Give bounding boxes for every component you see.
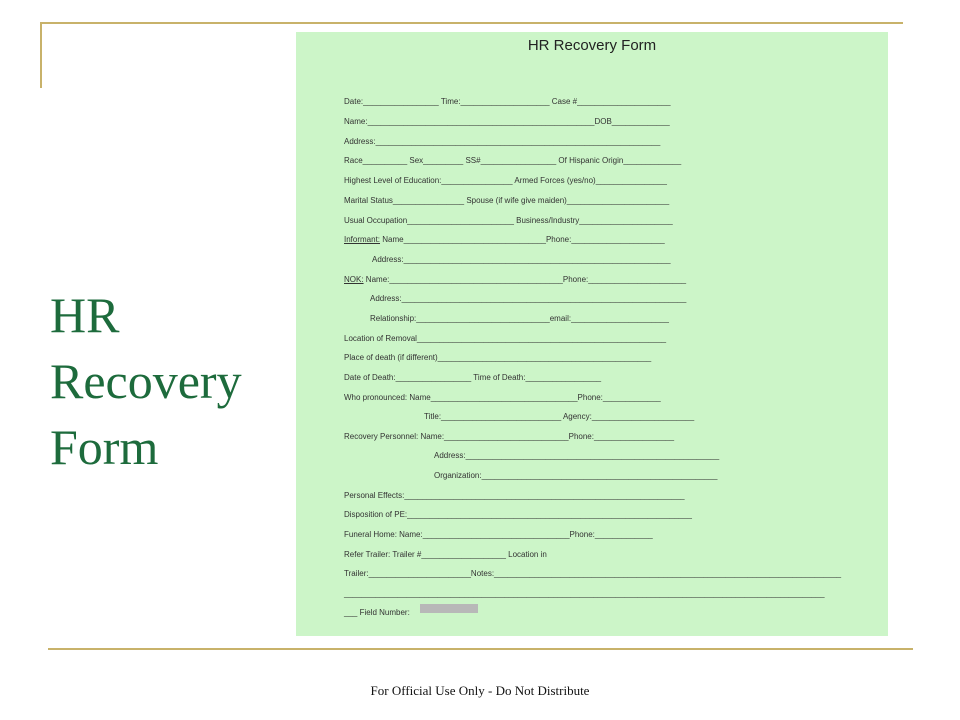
- form-row: Relationship:______________________________email:______________________: [370, 314, 669, 323]
- form-row: Usual Occupation________________________ Business/Industry_____________________: [344, 216, 673, 225]
- form-row-informant: [344, 235, 734, 244]
- slide-title-line: HR: [50, 287, 120, 343]
- frame-bottom-rule: [48, 648, 913, 650]
- form-row: Race__________ Sex_________ SS#_________________ Of Hispanic Origin_____________: [344, 156, 682, 165]
- form-row: Personal Effects:_______________________________________________________________: [344, 491, 685, 500]
- form-row: ____________________________________________________________________________________________________________: [344, 589, 825, 598]
- form-row: Place of death (if different)________________________________________________: [344, 353, 652, 362]
- form-row: Date of Death:_________________ Time of Death:_________________: [344, 373, 602, 382]
- nok-label: NOK:: [344, 275, 364, 284]
- form-row: Who pronounced: Name_________________________________Phone:_____________: [344, 393, 661, 402]
- form-row: ___ Field Number:: [344, 608, 410, 617]
- form-row: Disposition of PE:________________________________________________________________: [344, 510, 692, 519]
- form-row: Title:___________________________ Agency:_______________________: [424, 412, 695, 421]
- frame-top-rule: [40, 22, 903, 24]
- form-row: Date:_________________ Time:____________________ Case #_____________________: [344, 97, 671, 106]
- form-image: [296, 32, 888, 636]
- form-row: Funeral Home: Name:_________________________________Phone:_____________: [344, 530, 653, 539]
- slide-title: [50, 282, 290, 480]
- footer-text: For Official Use Only - Do Not Distribute: [370, 683, 590, 698]
- form-row: Marital Status________________ Spouse (if wife give maiden)_______________________: [344, 196, 670, 205]
- field-number-box: [420, 604, 478, 613]
- form-row: Address:____________________________________________________________: [372, 255, 671, 264]
- form-row: Address:________________________________________________________________: [370, 294, 687, 303]
- form-title: HR Recovery Form: [527, 37, 657, 54]
- slide-title-line: Recovery: [50, 353, 242, 409]
- form-row: Recovery Personnel: Name:____________________________Phone:__________________: [344, 432, 675, 441]
- form-row-nok: [344, 275, 734, 284]
- form-row: Name:___________________________________________________DOB_____________: [344, 117, 670, 126]
- form-row-text: Name________________________________Phone:_____________________: [382, 235, 665, 244]
- form-row: Highest Level of Education:________________ Armed Forces (yes/no)________________: [344, 176, 667, 185]
- informant-label: Informant:: [344, 235, 381, 244]
- form-row: Trailer:_______________________Notes:______________________________________________________________________________: [344, 569, 842, 578]
- form-row: Location of Removal________________________________________________________: [344, 334, 667, 343]
- slide-title-line: Form: [50, 419, 159, 475]
- form-row: Organization:_____________________________________________________: [434, 471, 718, 480]
- form-row: Address:________________________________________________________________: [344, 137, 661, 146]
- form-row: Refer Trailer: Trailer #___________________ Location in: [344, 550, 547, 559]
- form-row-text: Name:_______________________________________Phone:______________________: [365, 275, 687, 284]
- form-row: Address:_________________________________________________________: [434, 451, 720, 460]
- frame-left-rule: [40, 22, 42, 88]
